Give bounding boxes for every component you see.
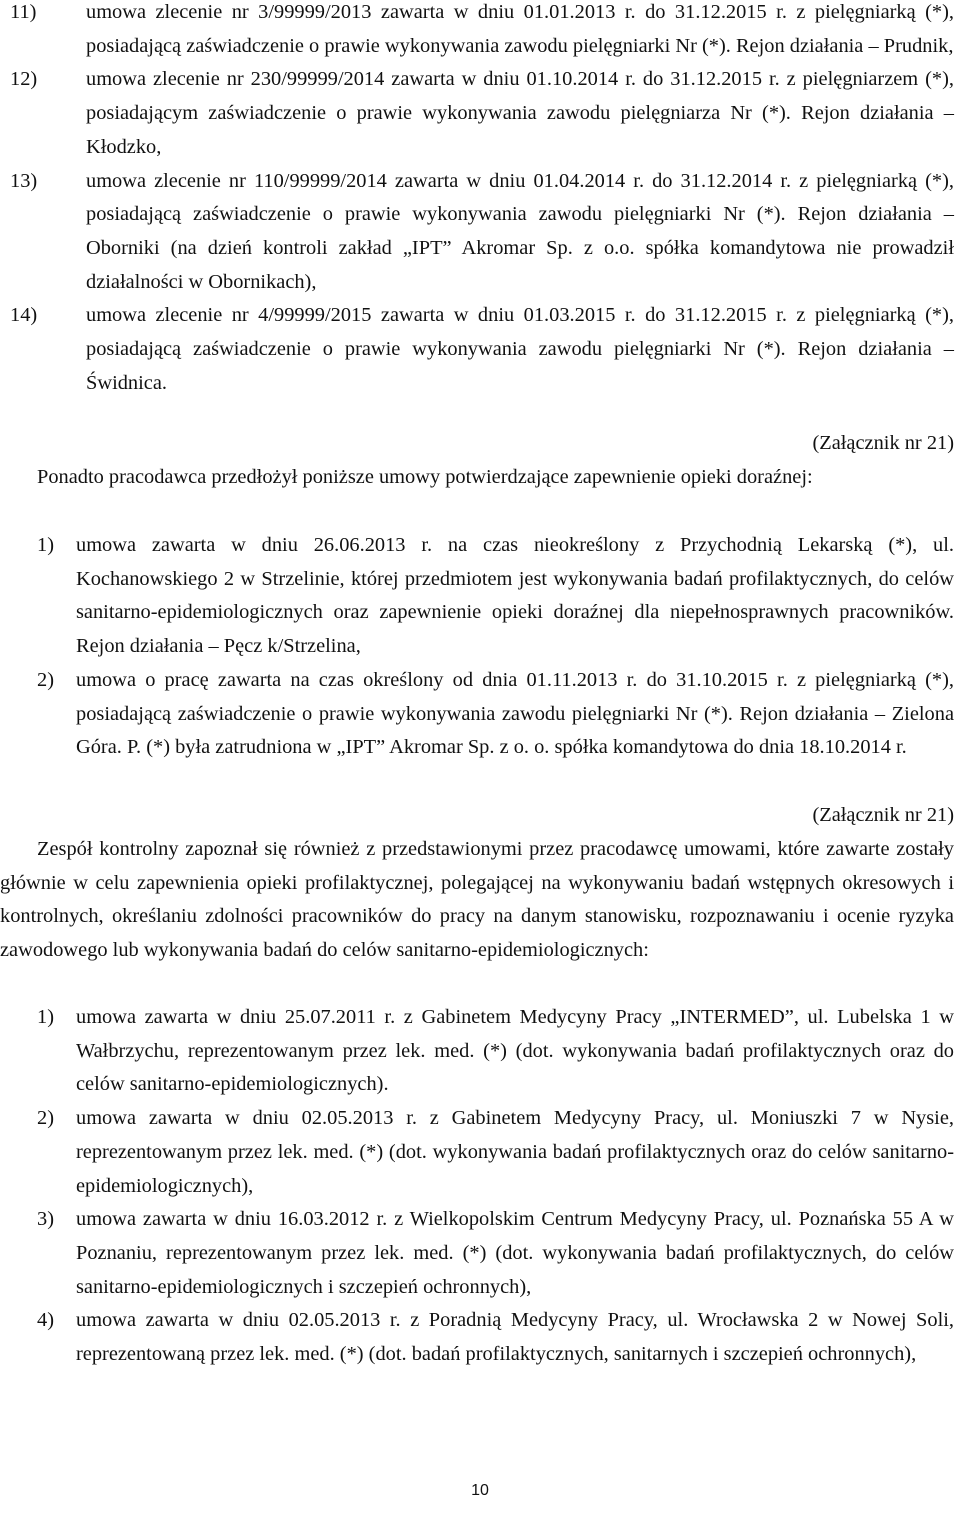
list-item bbox=[10, 0, 954, 63]
list-item bbox=[0, 1102, 954, 1203]
list-item-number: 1) bbox=[37, 1006, 54, 1028]
annex-reference: (Załącznik nr 21) bbox=[812, 432, 954, 454]
list-item-text: umowa zawarta w dniu 02.05.2013 r. z Poradnią Medycyny Pracy, ul. Wrocławska 2 w Nowej Soli, reprezentowaną przez lek. med. (*) (dot. badań profilaktycznych, sanitarnych i szczepień ochronnych), bbox=[76, 1309, 954, 1366]
page-number: 10 bbox=[471, 1482, 489, 1499]
list-item-text: umowa zawarta w dniu 26.06.2013 r. na czas nieokreślony z Przychodnią Lekarską (*), ul. Kochanowskiego 2 w Strzelinie, której przedmiotem jest wykonywania badań profilaktycznych, do celów sanitarno-epidemiologicznych oraz zapewnienie opieki doraźnej dla niepełnosprawnych pracowników. Rejon działania – Pęcz k/Strzelina, bbox=[76, 534, 954, 658]
list-item-text: umowa zlecenie nr 110/99999/2014 zawarta w dniu 01.04.2014 r. do 31.12.2014 r. z pielęgniarką (*), posiadającą zaświadczenie o prawie wykonywania zawodu pielęgniarki Nr (*). Rejon działania – Oborniki (na dzień kontroli zakład „IPT” Akromar Sp. z o.o. spółka komandytowa nie prowadził działalności w Obornikach), bbox=[86, 169, 954, 293]
list-item-number: 2) bbox=[37, 1107, 54, 1130]
list-item-text: umowa zawarta w dniu 25.07.2011 r. z Gabinetem Medycyny Pracy „INTERMED”, ul. Lubelska 1 w Wałbrzychu, reprezentowanym przez lek. med. (*) (dot. wykonywania badań profilaktycznych oraz do celów sanitarno-epidemiologicznych). bbox=[76, 1006, 954, 1096]
list-item-number: 12) bbox=[10, 68, 38, 91]
list-item bbox=[0, 529, 954, 664]
list-item bbox=[0, 664, 954, 765]
list-item-number: 3) bbox=[37, 1208, 54, 1231]
list-item-text: umowa o pracę zawarta na czas określony od dnia 01.11.2013 r. do 31.10.2015 r. z pielęgniarką (*), posiadającą zaświadczenie o prawie wykonywania zawodu pielęgniarki Nr (*). Rejon działania – Zielona Góra. P. (*) była zatrudniona w „IPT” Akromar Sp. z o. o. spółka komandytowa do dnia 18.10.2014 r. bbox=[76, 668, 954, 759]
list-item bbox=[10, 165, 954, 300]
paragraph-control-team: Zespół kontrolny zapoznał się również z przedstawionymi przez pracodawcę umowami, które zawarte zostały głównie w celu zapewnienia opieki profilaktycznej, polegającej na wykonywaniu badań wstępnych okresowych i kontrolnych, określaniu zdolności pracowników do pracy na danym stanowisku, rozpoznawaniu i ocenie ryzyka zawodowego lub wykonywania badań do celów sanitarno-epidemiologicznych: bbox=[0, 838, 954, 962]
list-item-number: 4) bbox=[37, 1309, 54, 1332]
list-item-number: 13) bbox=[10, 169, 38, 192]
list-item-text: umowa zlecenie nr 4/99999/2015 zawarta w dniu 01.03.2015 r. do 31.12.2015 r. z pielęgniarką (*), posiadającą zaświadczenie o prawie wykonywania zawodu pielęgniarki Nr (*). Rejon działania – Świdnica. bbox=[86, 304, 954, 394]
list-item-text: umowa zawarta w dniu 02.05.2013 r. z Gabinetem Medycyny Pracy, ul. Moniuszki 7 w Nysie, reprezentowanym przez lek. med. (*) (dot. wykonywania badań profilaktycznych oraz do celów sanitarno-epidemiologicznych), bbox=[76, 1107, 954, 1197]
paragraph-emergency-care: Ponadto pracodawca przedłożył poniższe umowy potwierdzające zapewnienie opieki doraźnej: bbox=[37, 466, 813, 488]
list-item bbox=[0, 1001, 954, 1102]
prophylactic-contracts-list bbox=[0, 1001, 954, 1372]
contracts-list bbox=[10, 0, 954, 400]
list-item bbox=[0, 1304, 954, 1371]
list-item bbox=[10, 63, 954, 164]
annex-reference: (Załącznik nr 21) bbox=[812, 804, 954, 826]
list-item-text: umowa zlecenie nr 3/99999/2013 zawarta w dniu 01.01.2013 r. do 31.12.2015 r. z pielęgniarką (*), posiadającą zaświadczenie o prawie wykonywania zawodu pielęgniarki Nr (*). Rejon działania – Prudnik, bbox=[86, 1, 954, 57]
list-item-number: 2) bbox=[37, 668, 54, 691]
list-item-text: umowa zawarta w dniu 16.03.2012 r. z Wielkopolskim Centrum Medycyny Pracy, ul. Poznańska 55 A w Poznaniu, reprezentowanym przez lek. med. (*) (dot. wykonywania badań profilaktycznych, do celów sanitarno-epidemiologicznych i szczepień ochronnych), bbox=[76, 1208, 954, 1298]
list-item-number: 14) bbox=[10, 304, 38, 327]
list-item-number: 11) bbox=[10, 1, 37, 23]
list-item-number: 1) bbox=[37, 534, 54, 556]
list-item bbox=[0, 1203, 954, 1304]
list-item-text: umowa zlecenie nr 230/99999/2014 zawarta w dniu 01.10.2014 r. do 31.12.2015 r. z pielęgniarzem (*), posiadającym zaświadczenie o prawie wykonywania zawodu pielęgniarza Nr (*). Rejon działania – Kłodzko, bbox=[86, 68, 954, 158]
list-item bbox=[10, 299, 954, 400]
emergency-contracts-list bbox=[0, 529, 954, 765]
